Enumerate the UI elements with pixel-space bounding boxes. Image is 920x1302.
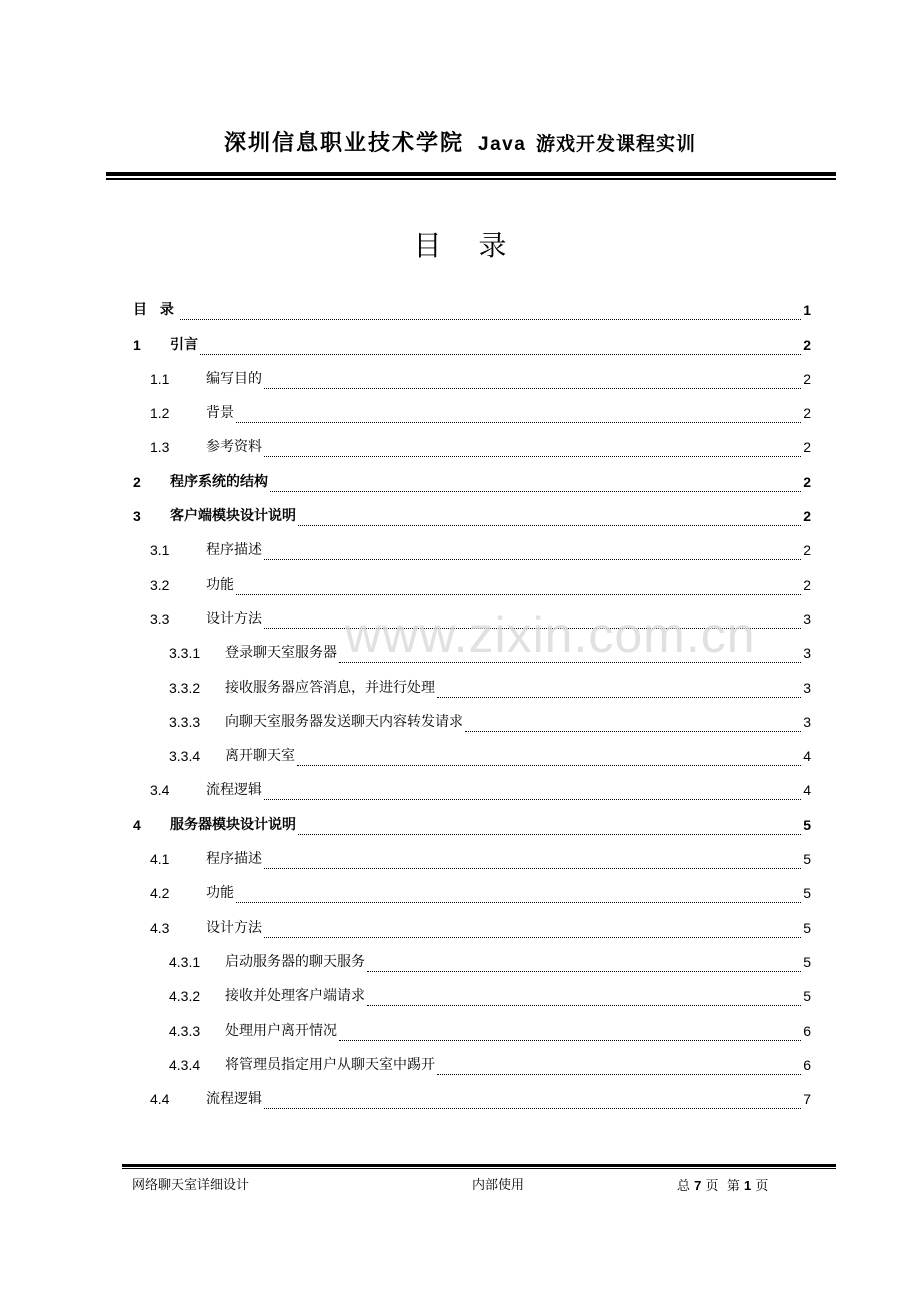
toc-dot-leader bbox=[339, 1025, 801, 1041]
toc-entry[interactable] bbox=[133, 1006, 811, 1040]
toc-entry-number: 3.3 bbox=[150, 610, 170, 627]
toc-entry-number: 4.3.3 bbox=[169, 1022, 201, 1039]
toc-entry-page: 2 bbox=[803, 405, 811, 422]
toc-entry[interactable] bbox=[133, 663, 811, 697]
toc-dot-leader bbox=[264, 922, 801, 938]
toc-entry-label: 离开聊天室 bbox=[225, 748, 295, 765]
toc-entry-label: 程序系统的结构 bbox=[170, 473, 268, 490]
toc-entry-page: 2 bbox=[803, 542, 811, 559]
toc-entry-number: 4.3.2 bbox=[169, 988, 201, 1005]
toc-entry-label: 程序描述 bbox=[206, 851, 262, 868]
toc-dot-leader bbox=[236, 407, 801, 423]
toc-entry-page: 3 bbox=[803, 679, 811, 696]
toc-dot-leader bbox=[367, 990, 801, 1006]
page-header-title bbox=[0, 126, 920, 157]
toc-entry-page: 1 bbox=[803, 302, 811, 319]
toc-entry-label: 功能 bbox=[206, 885, 234, 902]
toc-dot-leader bbox=[180, 304, 801, 320]
toc-entry-label: 功能 bbox=[206, 576, 234, 593]
header-rule-thin bbox=[106, 178, 836, 180]
toc-dot-leader bbox=[264, 1093, 801, 1109]
toc-dot-leader bbox=[465, 716, 801, 732]
toc-entry-number: 1.2 bbox=[150, 405, 170, 422]
toc-dot-leader bbox=[264, 441, 801, 457]
toc-entry-label: 背景 bbox=[206, 405, 234, 422]
toc-entry-label: 启动服务器的聊天服务 bbox=[225, 953, 365, 970]
toc-entry-page: 4 bbox=[803, 748, 811, 765]
watermark: www.zixin.com.cn bbox=[345, 607, 756, 663]
toc-entry-page: 2 bbox=[803, 439, 811, 456]
toc-entry[interactable] bbox=[133, 423, 811, 457]
toc-entry-page: 5 bbox=[803, 988, 811, 1005]
toc-entry-label: 流程逻辑 bbox=[206, 1091, 262, 1108]
toc-entry-page: 5 bbox=[803, 953, 811, 970]
toc-entry[interactable] bbox=[133, 389, 811, 423]
toc-entry-label: 引言 bbox=[170, 336, 198, 353]
toc-entry-label: 程序描述 bbox=[206, 542, 262, 559]
toc-dot-leader bbox=[297, 750, 801, 766]
toc-entry[interactable] bbox=[133, 903, 811, 937]
footer-page-info: 总 7 页 第 1 页 bbox=[677, 1178, 769, 1194]
toc-entry-label: 向聊天室服务器发送聊天内容转发请求 bbox=[225, 713, 463, 730]
toc-entry[interactable] bbox=[133, 698, 811, 732]
header-rule-thick bbox=[106, 172, 836, 176]
toc-entry-page: 2 bbox=[803, 473, 811, 490]
toc-entry[interactable] bbox=[133, 526, 811, 560]
toc-entry-number: 1.3 bbox=[150, 439, 170, 456]
toc-entry[interactable] bbox=[133, 1075, 811, 1109]
toc-dot-leader bbox=[298, 819, 801, 835]
toc-heading: 目 录 bbox=[413, 229, 521, 262]
toc-entry-number: 3.3.4 bbox=[169, 748, 201, 765]
toc-entry-page: 5 bbox=[803, 919, 811, 936]
toc-entry[interactable] bbox=[133, 595, 811, 629]
toc-entry-label: 客户端模块设计说明 bbox=[170, 508, 296, 525]
course-name: 游戏开发课程实训 bbox=[535, 133, 696, 155]
footer-rule-thin bbox=[122, 1168, 836, 1169]
toc-dot-leader bbox=[339, 647, 801, 663]
toc-entry-page: 6 bbox=[803, 1056, 811, 1073]
toc-entry-page: 3 bbox=[803, 610, 811, 627]
toc-dot-leader bbox=[270, 476, 801, 492]
toc-entry-number: 3.3.2 bbox=[169, 679, 201, 696]
footer-classification: 内部使用 bbox=[472, 1178, 525, 1193]
toc-entry-number: 3.3.1 bbox=[169, 645, 201, 662]
toc-entry-page: 2 bbox=[803, 370, 811, 387]
toc-entry[interactable] bbox=[133, 629, 811, 663]
toc-dot-leader bbox=[264, 544, 801, 560]
toc-entry-number: 4 bbox=[133, 816, 141, 833]
toc-entry[interactable] bbox=[133, 800, 811, 834]
toc-dot-leader bbox=[298, 510, 801, 526]
toc-entry-page: 2 bbox=[803, 576, 811, 593]
toc-entry-number: 3 bbox=[133, 508, 141, 525]
toc-entry-number: 1 bbox=[133, 336, 141, 353]
footer-doc-name: 网络聊天室详细设计 bbox=[132, 1178, 250, 1193]
toc-entry-number: 4.4 bbox=[150, 1091, 170, 1108]
toc-entry-number: 3.2 bbox=[150, 576, 170, 593]
toc-entry[interactable] bbox=[133, 1041, 811, 1075]
toc-entry-number: 3.3.3 bbox=[169, 713, 201, 730]
toc-entry-page: 7 bbox=[803, 1091, 811, 1108]
toc-entry[interactable] bbox=[133, 972, 811, 1006]
toc-dot-leader bbox=[367, 956, 801, 972]
toc-entry[interactable] bbox=[133, 938, 811, 972]
toc-entry-number: 4.3 bbox=[150, 919, 170, 936]
toc-entry[interactable] bbox=[133, 457, 811, 491]
toc-entry-number: 4.3.4 bbox=[169, 1056, 201, 1073]
toc-entry-page: 2 bbox=[803, 508, 811, 525]
toc-entry-number: 4.2 bbox=[150, 885, 170, 902]
toc-entry-label: 登录聊天室服务器 bbox=[225, 645, 337, 662]
table-of-contents bbox=[133, 286, 811, 1109]
toc-dot-leader bbox=[264, 784, 801, 800]
toc-dot-leader bbox=[264, 373, 801, 389]
toc-entry-page: 3 bbox=[803, 713, 811, 730]
toc-entry[interactable] bbox=[133, 732, 811, 766]
toc-entry-label: 设计方法 bbox=[206, 610, 262, 627]
toc-entry-number: 3.1 bbox=[150, 542, 170, 559]
toc-entry-page: 4 bbox=[803, 782, 811, 799]
toc-entry-label: 接收服务器应答消息，并进行处理 bbox=[225, 679, 435, 696]
toc-entry-number: 4.1 bbox=[150, 851, 170, 868]
toc-entry-label: 编写目的 bbox=[206, 370, 262, 387]
toc-entry-number: 4.3.1 bbox=[169, 953, 201, 970]
toc-entry-label: 处理用户离开情况 bbox=[225, 1022, 337, 1039]
toc-entry-number: 2 bbox=[133, 473, 141, 490]
school-name: 深圳信息职业技术学院 bbox=[224, 131, 465, 156]
toc-entry[interactable] bbox=[133, 286, 811, 320]
toc-dot-leader bbox=[437, 682, 801, 698]
toc-entry[interactable] bbox=[133, 320, 811, 354]
toc-dot-leader bbox=[437, 1059, 801, 1075]
toc-entry[interactable] bbox=[133, 560, 811, 594]
toc-entry-page: 5 bbox=[803, 816, 811, 833]
toc-entry-page: 3 bbox=[803, 645, 811, 662]
footer-rule-thick bbox=[122, 1164, 836, 1167]
toc-entry[interactable] bbox=[133, 766, 811, 800]
toc-dot-leader bbox=[236, 887, 801, 903]
toc-entry-label: 接收并处理客户端请求 bbox=[225, 988, 365, 1005]
page-footer bbox=[132, 1176, 772, 1196]
toc-dot-leader bbox=[200, 339, 801, 355]
toc-entry-label: 设计方法 bbox=[206, 919, 262, 936]
toc-entry-label: 服务器模块设计说明 bbox=[170, 816, 296, 833]
toc-entry[interactable] bbox=[133, 492, 811, 526]
toc-entry-label: 流程逻辑 bbox=[206, 782, 262, 799]
course-java: Java bbox=[478, 134, 527, 155]
toc-entry-number: 1.1 bbox=[150, 370, 170, 387]
toc-entry[interactable] bbox=[133, 835, 811, 869]
toc-entry[interactable] bbox=[133, 869, 811, 903]
toc-entry-label: 目 录 bbox=[133, 302, 178, 319]
toc-entry-label: 参考资料 bbox=[206, 439, 262, 456]
toc-dot-leader bbox=[264, 613, 801, 629]
toc-dot-leader bbox=[236, 579, 801, 595]
toc-dot-leader bbox=[264, 853, 801, 869]
toc-entry-label: 将管理员指定用户从聊天室中踢开 bbox=[225, 1056, 435, 1073]
toc-entry-page: 2 bbox=[803, 336, 811, 353]
toc-entry-number: 3.4 bbox=[150, 782, 170, 799]
toc-entry[interactable] bbox=[133, 355, 811, 389]
toc-entry-page: 5 bbox=[803, 885, 811, 902]
toc-entry-page: 5 bbox=[803, 851, 811, 868]
toc-entry-page: 6 bbox=[803, 1022, 811, 1039]
